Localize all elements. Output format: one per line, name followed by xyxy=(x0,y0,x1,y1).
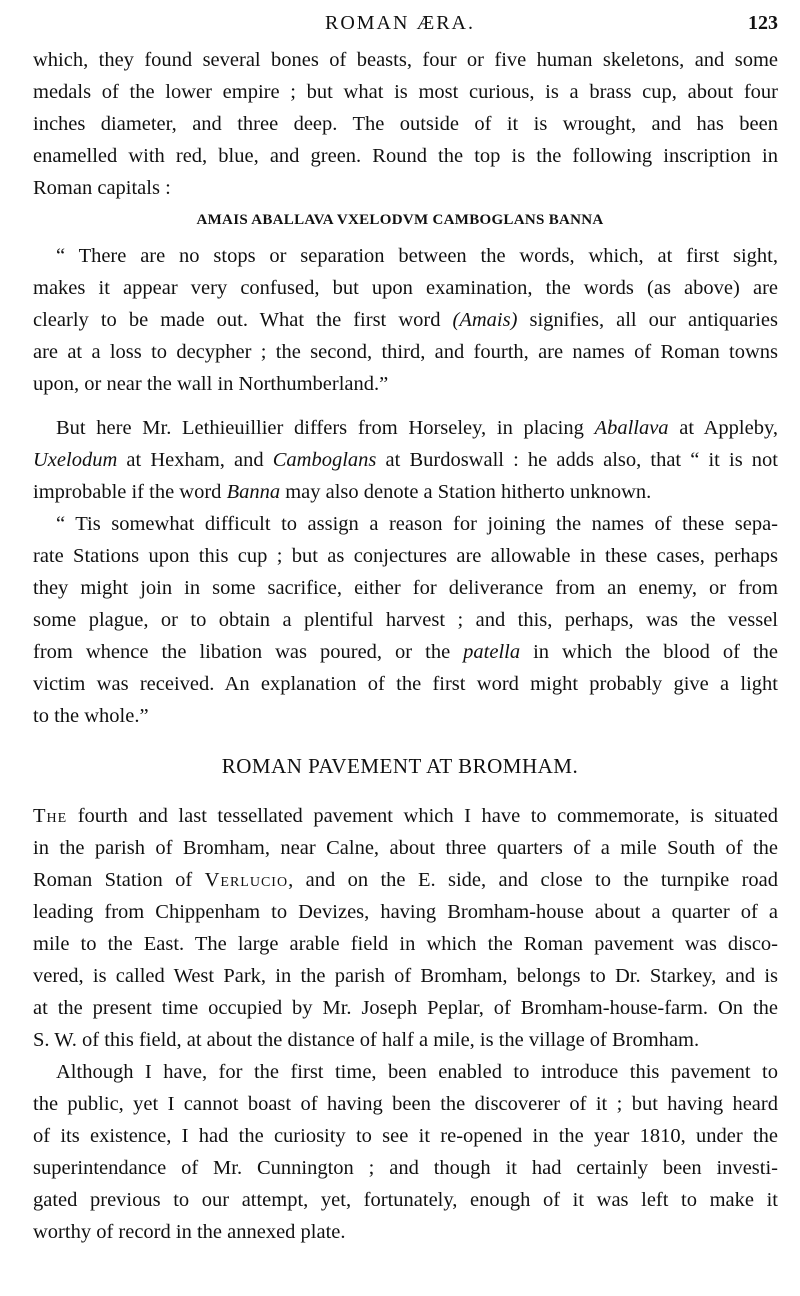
text-run: at Burdoswall : he adds also, that “ it is not xyxy=(376,449,778,471)
text-run: in which the blood of the xyxy=(520,641,779,663)
text-run: may also denote a Station hitherto unknown. xyxy=(280,481,652,503)
text-run: improbable if the word xyxy=(33,481,227,503)
text-line xyxy=(33,804,778,830)
text-line xyxy=(33,448,778,474)
inscription: AMAIS ABALLAVA VXELODVM CAMBOGLANS BANNA xyxy=(196,212,604,228)
text-run: from whence the libation was poured, or the xyxy=(33,641,464,663)
page-number: 123 xyxy=(748,12,778,34)
text-line: medals of the lower empire ; but what is most curious, is a brass cup, about four xyxy=(33,81,778,103)
text-line: they might join in some sacrifice, either for deliverance from an enemy, or from xyxy=(33,577,778,599)
running-header xyxy=(0,10,800,40)
text-run: at Appleby, xyxy=(668,417,778,439)
text-line: are at a loss to decypher ; the second, third, and fourth, are names of Roman towns xyxy=(33,341,778,363)
text-run: clearly to be made out. What the first word xyxy=(33,309,453,331)
italic-term: Uxelodum xyxy=(33,449,118,471)
text-line xyxy=(33,640,778,666)
text-run: at Hexham, and xyxy=(117,449,273,471)
text-line: Roman capitals : xyxy=(33,177,171,199)
text-line: some plague, or to obtain a plentiful harvest ; and this, perhaps, was the vessel xyxy=(33,609,778,631)
text-run: Roman Station of xyxy=(33,869,205,891)
italic-term: Camboglans xyxy=(272,449,377,471)
text-run: But here Mr. Lethieuillier differs from Horseley, in placing xyxy=(56,417,595,439)
text-line: in the parish of Bromham, near Calne, about three quarters of a mile South of the xyxy=(33,837,778,859)
running-title: ROMAN ÆRA. xyxy=(324,12,476,34)
small-caps-run: Verlucio xyxy=(204,869,289,891)
text-line: worthy of record in the annexed plate. xyxy=(33,1221,346,1243)
text-run: fourth and last tessellated pavement which I have to commemorate, is situated xyxy=(67,805,778,827)
section-heading: ROMAN PAVEMENT AT BROMHAM. xyxy=(221,754,579,778)
text-line: Although I have, for the first time, been enabled to introduce this pavement to xyxy=(56,1061,778,1083)
text-line: victim was received. An explanation of the first word might probably give a light xyxy=(33,673,778,695)
text-line: gated previous to our attempt, yet, fortunately, enough of it was left to make it xyxy=(33,1189,778,1211)
text-run: signifies, all our antiquaries xyxy=(517,309,778,331)
text-line: mile to the East. The large arable field in which the Roman pavement was disco- xyxy=(33,933,778,955)
text-line: at the present time occupied by Mr. Joseph Peplar, of Bromham-house-farm. On the xyxy=(33,997,778,1019)
text-line xyxy=(33,868,778,894)
italic-term: Aballava xyxy=(594,417,669,439)
text-line: which, they found several bones of beasts, four or five human skeletons, and some xyxy=(33,49,778,71)
small-caps-run: The xyxy=(33,805,68,827)
text-line: enamelled with red, blue, and green. Round the top is the following inscription in xyxy=(33,145,778,167)
text-line: leading from Chippenham to Devizes, having Bromham-house about a quarter of a xyxy=(33,901,778,923)
text-line xyxy=(33,308,778,334)
text-line: the public, yet I cannot boast of having been the discoverer of it ; but having heard xyxy=(33,1093,778,1115)
text-run: , and on the E. side, and close to the turnpike road xyxy=(288,869,778,891)
text-line xyxy=(33,480,778,506)
text-line: to the whole.” xyxy=(33,705,149,727)
italic-term: (Amais) xyxy=(452,309,518,331)
text-line: of its existence, I had the curiosity to see it re-opened in the year 1810, under the xyxy=(33,1125,778,1147)
text-line: “ There are no stops or separation between the words, which, at first sight, xyxy=(56,245,778,267)
text-line: rate Stations upon this cup ; but as conjectures are allowable in these cases, perhaps xyxy=(33,545,778,567)
text-line: inches diameter, and three deep. The outside of it is wrought, and has been xyxy=(33,113,778,135)
italic-term: patella xyxy=(463,641,521,663)
text-line: makes it appear very confused, but upon examination, the words (as above) are xyxy=(33,277,778,299)
text-line: vered, is called West Park, in the parish of Bromham, belongs to Dr. Starkey, and is xyxy=(33,965,778,987)
text-line xyxy=(56,416,778,442)
text-line: superintendance of Mr. Cunnington ; and though it had certainly been investi- xyxy=(33,1157,778,1179)
text-line: S. W. of this field, at about the distance of half a mile, is the village of Bromham. xyxy=(33,1029,700,1051)
text-line: “ Tis somewhat difficult to assign a reason for joining the names of these sepa- xyxy=(56,513,778,535)
text-line: upon, or near the wall in Northumberland.” xyxy=(33,373,389,395)
italic-term: Banna xyxy=(226,481,281,503)
